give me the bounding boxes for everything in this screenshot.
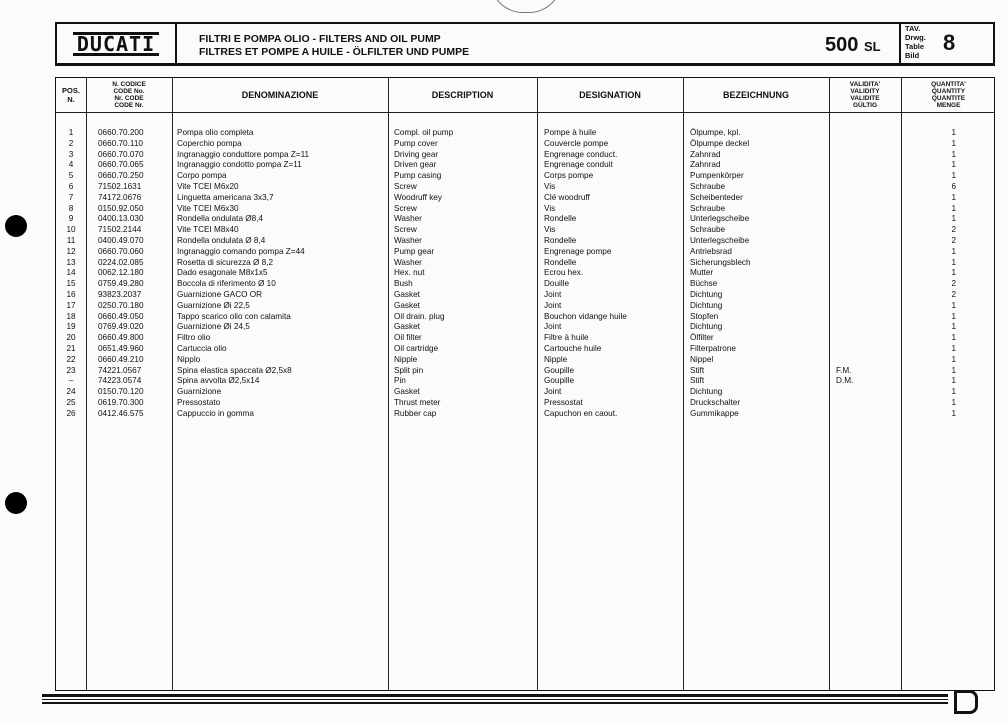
cell-it: Guarnizione Øi 22,5	[177, 300, 250, 310]
cell-code: 0769.49.020	[98, 322, 144, 332]
cell-qty: 1	[951, 246, 956, 256]
table-row	[56, 182, 996, 193]
col-header-quantity: QUANTITA' QUANTITY QUANTITE MENGE	[931, 81, 966, 109]
cell-code: 0619.70.300	[98, 398, 144, 407]
table-row	[56, 301, 996, 312]
cell-en: Washer	[394, 214, 422, 224]
cell-it: Pressostato	[177, 398, 221, 407]
table-row	[56, 322, 996, 333]
cell-code: 0651.49.960	[98, 344, 144, 353]
cell-val: D.M.	[836, 376, 854, 386]
cell-de: Druckschalter	[690, 398, 741, 407]
binder-hole-bottom	[5, 492, 27, 514]
cell-code: 0250.70.180	[98, 300, 144, 310]
cell-en: Screw	[394, 203, 417, 213]
table-row	[56, 268, 996, 279]
cell-pos: 14	[66, 268, 76, 278]
cell-en: Gasket	[394, 387, 420, 397]
cell-pos: 25	[66, 398, 76, 407]
cell-de: Zahnrad	[690, 149, 721, 159]
cell-qty: 1	[951, 128, 956, 137]
cell-it: Guarnizione Øi 24,5	[177, 322, 250, 332]
cell-fr: Rondelle	[544, 257, 577, 267]
cell-de: Dichtung	[690, 322, 723, 332]
cell-qty: 1	[951, 333, 956, 343]
cell-code: 0660.70.200	[98, 128, 144, 137]
cell-pos: 12	[66, 246, 76, 256]
cell-de: Stift	[690, 365, 705, 375]
col-header-bezeichnung: BEZEICHNUNG	[722, 90, 789, 100]
cell-de: Nippel	[690, 354, 714, 364]
cell-en: Compl. oil pump	[394, 128, 454, 137]
cell-qty: 1	[951, 354, 956, 364]
cell-en: Pump cover	[394, 138, 438, 148]
col-header-pos: POS. N.	[62, 86, 80, 104]
cell-en: Bush	[394, 279, 413, 289]
model-suffix: SL	[863, 39, 881, 54]
cell-de: Unterlegscheibe	[690, 236, 750, 245]
drwg-label: Drwg.	[905, 33, 926, 42]
table-number-box	[899, 22, 995, 66]
table-number: 8	[943, 30, 956, 55]
cell-fr: Pompe à huile	[544, 128, 597, 137]
cell-en: Driven gear	[394, 160, 437, 170]
cell-it: Guarnizione	[177, 387, 222, 397]
cell-de: Unterlegscheibe	[690, 214, 750, 224]
table-row	[56, 376, 996, 387]
cell-pos: 9	[68, 214, 74, 224]
cell-it: Nipplo	[177, 354, 201, 364]
cell-de: Pumpenkörper	[690, 171, 744, 181]
footer-rule-thin	[42, 699, 948, 700]
cell-de: Antriebsrad	[690, 246, 732, 256]
cell-de: Dichtung	[690, 290, 723, 299]
cell-it: Cappuccio in gomma	[177, 408, 254, 418]
table-row	[56, 312, 996, 323]
table-row	[56, 214, 996, 225]
cell-pos: 6	[68, 182, 74, 191]
cell-fr: Joint	[544, 322, 562, 332]
cell-code: 0660.70.070	[98, 149, 144, 159]
cell-qty: 1	[951, 138, 956, 148]
cell-it: Vite TCEI M6x20	[177, 182, 239, 191]
cell-qty: 6	[951, 182, 956, 191]
cell-it: Corpo pompa	[177, 171, 227, 181]
table-row	[56, 344, 996, 355]
title-line-2: FILTRES ET POMPE A HUILE - ÖLFILTER UND PUMPE	[199, 46, 470, 58]
cell-en: Split pin	[394, 365, 424, 375]
cell-de: Schraube	[690, 225, 726, 235]
cell-code: 0660.49.050	[98, 311, 144, 321]
cell-fr: Engrenage conduct.	[544, 149, 618, 159]
footer-rule-thick	[42, 694, 948, 697]
cell-en: Gasket	[394, 300, 420, 310]
cell-qty: 1	[951, 344, 956, 353]
cell-fr: Goupille	[544, 365, 575, 375]
model-number: 500	[825, 34, 859, 56]
cell-pos: 2	[68, 138, 74, 148]
table-row	[56, 139, 996, 150]
table-row	[56, 355, 996, 366]
cell-qty: 2	[951, 225, 956, 235]
cell-qty: 1	[951, 268, 956, 278]
title-line-1: FILTRI E POMPA OLIO - FILTERS AND OIL PUMP	[199, 33, 441, 45]
cell-qty: 1	[951, 322, 956, 332]
table-row	[56, 409, 996, 420]
cell-pos: 20	[66, 333, 76, 343]
table-row	[56, 398, 996, 409]
cell-pos: 10	[66, 225, 76, 235]
cell-fr: Vis	[544, 225, 556, 235]
cell-fr: Vis	[544, 182, 556, 191]
cell-code: 74221.0567	[98, 365, 142, 375]
cell-en: Rubber cap	[394, 408, 437, 418]
cell-code: 0150.70.120	[98, 387, 144, 397]
cell-fr: Rondelle	[544, 236, 577, 245]
cell-code: 0660.49.210	[98, 354, 144, 364]
table-row	[56, 128, 996, 139]
cell-fr: Pressostat	[544, 398, 583, 407]
cell-pos: 15	[66, 279, 76, 289]
table-row	[56, 258, 996, 269]
cell-code: 0660.70.250	[98, 171, 144, 181]
cell-pos: 21	[66, 344, 76, 353]
cell-it: Filtro olio	[177, 333, 211, 343]
cell-pos: 23	[66, 365, 76, 375]
cell-en: Screw	[394, 182, 417, 191]
cell-fr: Ecrou hex.	[544, 268, 584, 278]
cell-it: Spina avvolta Ø2,5x14	[177, 376, 260, 386]
cell-pos: 16	[66, 290, 76, 299]
parts-table	[55, 77, 995, 691]
cell-qty: 1	[951, 365, 956, 375]
cell-pos: 24	[66, 387, 76, 397]
cell-fr: Joint	[544, 290, 562, 299]
cell-pos: 19	[66, 322, 76, 332]
cell-fr: Couvercle pompe	[544, 138, 609, 148]
cell-en: Pin	[394, 376, 406, 386]
table-row	[56, 160, 996, 171]
cell-it: Rosetta di sicurezza Ø 8,2	[177, 257, 274, 267]
bild-label: Bild	[905, 51, 920, 60]
page-edge-arc	[490, 0, 562, 13]
cell-code: 74172.0676	[98, 192, 142, 202]
binder-hole-top	[5, 215, 27, 237]
cell-it: Ingranaggio conduttore pompa Z=11	[177, 149, 310, 159]
cell-pos: 5	[68, 171, 74, 181]
cell-de: Dichtung	[690, 387, 723, 397]
cell-pos: 18	[66, 311, 76, 321]
cell-de: Schraube	[690, 182, 726, 191]
cell-fr: Capuchon en caout.	[544, 408, 618, 418]
cell-en: Screw	[394, 225, 417, 235]
cell-pos: 13	[66, 257, 76, 267]
cell-fr: Douille	[544, 279, 570, 289]
cell-fr: Vis	[544, 203, 556, 213]
cell-fr: Rondelle	[544, 214, 577, 224]
cell-en: Thrust meter	[394, 398, 441, 407]
cell-qty: 1	[951, 398, 956, 407]
cell-en: Gasket	[394, 290, 420, 299]
cell-code: 0150.92.050	[98, 203, 144, 213]
cell-code: 0224.02.085	[98, 257, 144, 267]
cell-de: Ölpumpe, kpl.	[690, 128, 741, 137]
cell-qty: 1	[951, 408, 956, 418]
table-row	[56, 333, 996, 344]
cell-code: 71502.2144	[98, 225, 142, 235]
cell-it: Boccola di riferimento Ø 10	[177, 279, 276, 289]
table-number-labels	[905, 24, 926, 60]
cell-en: Oil drain. plug	[394, 311, 445, 321]
table-row	[56, 204, 996, 215]
cell-it: Dado esagonale M8x1x5	[177, 268, 268, 278]
cell-code: 0660.70.110	[98, 138, 143, 148]
cell-it: Guarnizione GACO OR	[177, 290, 263, 299]
cell-qty: 1	[951, 387, 956, 397]
cell-it: Cartuccia olio	[177, 344, 227, 353]
cell-code: 71502.1631	[98, 182, 142, 191]
cell-it: Vite TCEI M6x30	[177, 203, 239, 213]
cell-fr: Bouchon vidange huile	[544, 311, 627, 321]
cell-fr: Filtre à huile	[544, 333, 589, 343]
table-row	[56, 247, 996, 258]
cell-pos: 17	[66, 300, 76, 310]
table-row	[56, 225, 996, 236]
cell-de: Stift	[690, 376, 705, 386]
cell-de: Zahnrad	[690, 160, 721, 170]
cell-code: 93823.2037	[98, 290, 142, 299]
cell-de: Dichtung	[690, 300, 723, 310]
cell-qty: 2	[951, 236, 956, 245]
cell-qty: 1	[951, 171, 956, 181]
cell-de: Gummikappe	[690, 408, 739, 418]
cell-qty: 1	[951, 192, 956, 202]
cell-fr: Corps pompe	[544, 171, 594, 181]
cell-it: Tappo scarico olio con calamita	[177, 311, 291, 321]
cell-en: Washer	[394, 236, 422, 245]
cell-de: Sicherungsblech	[690, 257, 751, 267]
cell-de: Stopfen	[690, 311, 719, 321]
cell-de: Büchse	[690, 279, 718, 289]
cell-pos: 7	[68, 192, 74, 202]
cell-qty: 2	[951, 279, 956, 289]
cell-it: Pompa olio completa	[177, 128, 254, 137]
cell-qty: 1	[951, 203, 956, 213]
tav-label: TAV.	[905, 24, 921, 33]
cell-de: Mutter	[690, 268, 714, 278]
cell-fr: Nipple	[544, 354, 568, 364]
table-row	[56, 150, 996, 161]
cell-it: Ingranaggio condotto pompa Z=11	[177, 160, 302, 170]
cell-en: Nipple	[394, 354, 418, 364]
cell-en: Driving gear	[394, 149, 439, 159]
ducati-corner-logo-icon	[954, 690, 978, 714]
cell-code: 74223.0574	[98, 376, 142, 386]
cell-de: Ölpumpe deckel	[690, 138, 750, 148]
cell-en: Oil filter	[394, 333, 422, 343]
cell-en: Woodruff key	[394, 192, 442, 202]
cell-qty: 2	[951, 290, 956, 299]
table-row	[56, 290, 996, 301]
cell-qty: 1	[951, 311, 956, 321]
cell-pos: 11	[66, 236, 76, 245]
cell-code: 0400.49.070	[98, 236, 144, 245]
cell-en: Oil cartridge	[394, 344, 439, 353]
cell-fr: Cartouche huile	[544, 344, 602, 353]
table-row	[56, 387, 996, 398]
col-header-validity: VALIDITA' VALIDITY VALIDITE GÜLTIG	[849, 81, 881, 109]
cell-pos: 4	[68, 160, 74, 170]
cell-qty: 1	[951, 376, 956, 386]
sheet-title	[199, 33, 469, 59]
cell-pos: –	[68, 376, 74, 386]
cell-pos: 22	[66, 354, 76, 364]
cell-code: 0660.70.065	[98, 160, 144, 170]
cell-code: 0062.12.180	[98, 268, 144, 278]
cell-code: 0400.13.030	[98, 214, 144, 224]
col-header-description: DESCRIPTION	[431, 90, 494, 100]
cell-val: F.M.	[836, 365, 852, 375]
cell-code: 0412.46.575	[98, 408, 144, 418]
cell-qty: 1	[951, 257, 956, 267]
cell-qty: 1	[951, 149, 956, 159]
cell-fr: Goupille	[544, 376, 575, 386]
cell-de: Schraube	[690, 203, 726, 213]
col-header-designation: DESIGNATION	[579, 90, 641, 100]
cell-fr: Engrenage pompe	[544, 246, 612, 256]
cell-en: Gasket	[394, 322, 420, 332]
cell-pos: 3	[68, 149, 74, 159]
header-divider	[56, 112, 994, 113]
cell-fr: Clé woodruff	[544, 192, 590, 202]
cell-pos: 26	[66, 408, 76, 418]
cell-it: Coperchio pompa	[177, 138, 242, 148]
cell-code: 0660.70.060	[98, 246, 144, 256]
cell-code: 0660.49.800	[98, 333, 144, 343]
cell-de: Scheibenteder	[690, 192, 743, 202]
col-header-denominazione: DENOMINAZIONE	[241, 90, 319, 100]
cell-en: Pump casing	[394, 171, 442, 181]
table-row	[56, 366, 996, 377]
cell-qty: 1	[951, 160, 956, 170]
cell-fr: Joint	[544, 300, 562, 310]
cell-de: Filterpatrone	[690, 344, 736, 353]
cell-it: Rondella ondulata Ø8,4	[177, 214, 264, 224]
cell-en: Washer	[394, 257, 422, 267]
cell-it: Spina elastica spaccata Ø2,5x8	[177, 365, 292, 375]
cell-it: Ingranaggio comando pompa Z=44	[177, 246, 305, 256]
cell-fr: Engrenage conduit	[544, 160, 613, 170]
cell-code: 0759.49.280	[98, 279, 144, 289]
cell-it: Linguetta americana 3x3,7	[177, 192, 274, 202]
model-label	[825, 34, 881, 57]
cell-qty: 1	[951, 214, 956, 224]
table-row	[56, 193, 996, 204]
sheet-header	[55, 22, 995, 66]
cell-pos: 8	[68, 203, 74, 213]
footer-rule	[42, 702, 948, 704]
table-row	[56, 236, 996, 247]
cell-qty: 1	[951, 300, 956, 310]
table-row	[56, 171, 996, 182]
col-header-code: N. CODICE CODE No. Nr. CODE CODE Nr.	[112, 81, 146, 109]
cell-pos: 1	[68, 128, 74, 137]
ducati-logo: DUCATI	[73, 32, 159, 56]
cell-fr: Joint	[544, 387, 562, 397]
logo-box	[57, 24, 177, 63]
cell-en: Hex. nut	[394, 268, 425, 278]
cell-it: Rondella ondulata Ø 8,4	[177, 236, 266, 245]
table-label: Table	[905, 42, 925, 51]
table-row	[56, 279, 996, 290]
cell-de: Ölfilter	[690, 333, 714, 343]
cell-it: Vite TCEI M8x40	[177, 225, 239, 235]
cell-en: Pump gear	[394, 246, 435, 256]
